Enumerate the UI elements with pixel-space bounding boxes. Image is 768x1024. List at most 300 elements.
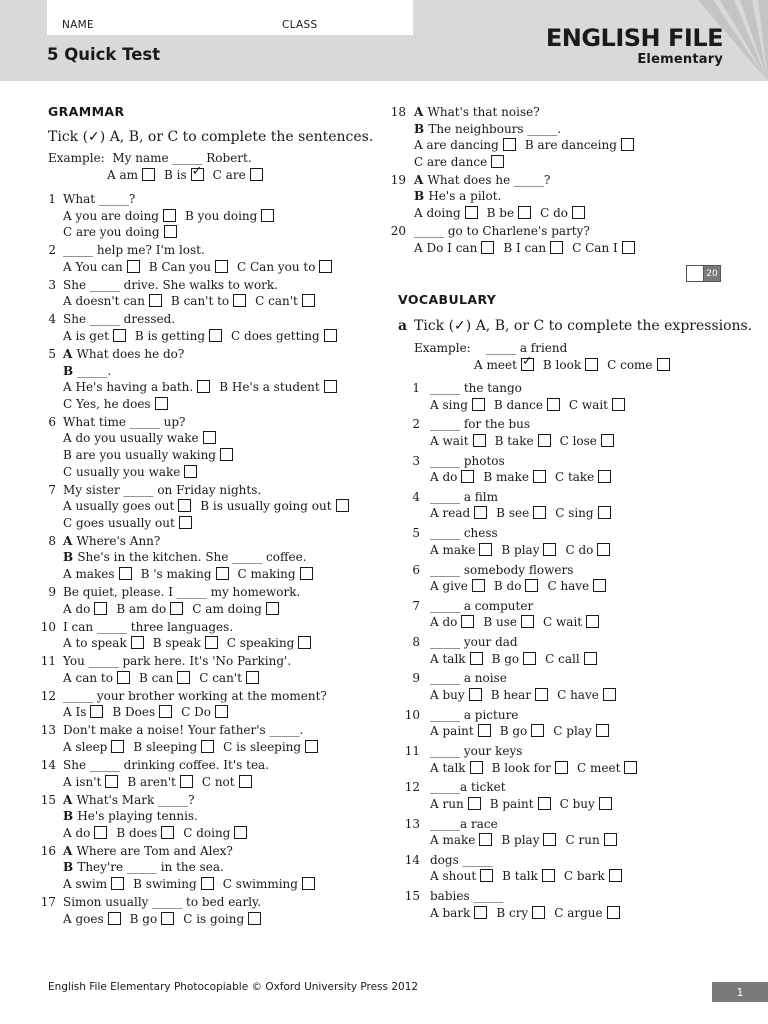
tick-box[interactable] (246, 671, 259, 684)
tick-box[interactable] (164, 225, 177, 238)
tick-box[interactable] (178, 499, 191, 512)
question-number: 5 (48, 347, 56, 361)
answer-option[interactable] (565, 543, 610, 557)
answer-option[interactable] (63, 431, 216, 445)
question-line: _____ help me? I'm lost. (63, 243, 205, 258)
answer-option[interactable] (63, 225, 177, 239)
tick-box[interactable] (302, 877, 315, 890)
tick-box[interactable] (131, 636, 144, 649)
answer-option[interactable] (63, 380, 210, 394)
tick-box[interactable] (533, 470, 546, 483)
tick-box[interactable] (585, 358, 598, 371)
answer-option[interactable] (192, 602, 279, 616)
tick-box[interactable] (261, 209, 274, 222)
option-text: Does (125, 705, 156, 720)
speaker-label: B (63, 809, 78, 824)
vocab-phrase: _____a race (430, 816, 498, 831)
answer-option[interactable] (543, 358, 598, 372)
tick-box[interactable] (531, 724, 544, 737)
answer-option[interactable] (554, 906, 619, 920)
answer-option[interactable] (607, 358, 669, 372)
tick-box[interactable] (523, 652, 536, 665)
options-row (63, 225, 186, 239)
answer-option[interactable] (112, 705, 172, 719)
answer-option[interactable] (183, 826, 247, 840)
answer-option[interactable] (141, 567, 229, 581)
tick-box[interactable] (465, 206, 478, 219)
answer-option[interactable] (63, 294, 162, 308)
tick-box[interactable] (177, 671, 190, 684)
answer-option[interactable] (63, 209, 176, 223)
answer-option[interactable] (219, 380, 337, 394)
option-text: Is (75, 705, 87, 720)
answer-option[interactable] (63, 636, 144, 650)
option-text: shout (442, 869, 477, 884)
tick-box[interactable] (491, 155, 504, 168)
tick-box[interactable] (239, 775, 252, 788)
answer-option[interactable] (547, 579, 606, 593)
answer-option[interactable] (63, 775, 118, 789)
option-letter: A (63, 294, 76, 309)
tick-box[interactable] (521, 615, 534, 628)
answer-option[interactable] (555, 506, 610, 520)
answer-option[interactable] (430, 833, 492, 847)
tick-box[interactable] (298, 636, 311, 649)
answer-option[interactable] (492, 652, 537, 666)
answer-option[interactable] (63, 260, 140, 274)
option-text: am do (129, 601, 167, 616)
answer-option[interactable] (557, 688, 616, 702)
tick-box[interactable] (215, 260, 228, 273)
tick-box[interactable] (191, 168, 204, 181)
tick-box[interactable] (149, 294, 162, 307)
answer-option[interactable] (555, 470, 611, 484)
tick-box[interactable] (480, 869, 493, 882)
tick-box[interactable] (586, 615, 599, 628)
answer-option[interactable] (133, 740, 214, 754)
tick-box[interactable] (142, 168, 155, 181)
tick-box[interactable] (324, 380, 337, 393)
answer-option[interactable] (560, 797, 612, 811)
tick-box[interactable] (209, 329, 222, 342)
answer-option[interactable] (430, 906, 487, 920)
answer-option[interactable] (430, 688, 482, 702)
tick-box[interactable] (479, 543, 492, 556)
option-text: you doing (197, 208, 258, 223)
answer-option[interactable] (525, 138, 634, 152)
option-letter: C (547, 579, 561, 593)
answer-option[interactable] (164, 168, 204, 182)
answer-option[interactable] (181, 705, 228, 719)
answer-option[interactable] (63, 912, 121, 926)
tick-box[interactable] (525, 579, 538, 592)
answer-option[interactable] (63, 329, 126, 343)
answer-option[interactable] (474, 358, 534, 372)
answer-option[interactable] (63, 602, 107, 616)
tick-box[interactable] (161, 826, 174, 839)
tick-box[interactable] (593, 579, 606, 592)
option-letter: C (545, 651, 559, 666)
option-text: can (151, 670, 174, 685)
question-line: What's that noise? (427, 105, 540, 119)
answer-option[interactable] (63, 705, 103, 719)
option-letter: A (63, 601, 76, 616)
options-row (63, 567, 322, 581)
option-text: am doing (205, 601, 262, 616)
option-text: run (442, 796, 464, 811)
speaker-label: B (63, 550, 78, 565)
option-text: He's a student (231, 380, 320, 395)
options-row (63, 329, 346, 343)
tick-box[interactable] (119, 567, 132, 580)
score-entry[interactable] (687, 266, 704, 281)
option-text: bark (442, 905, 471, 920)
tick-box[interactable] (532, 906, 545, 919)
option-text: Yes, he does (76, 396, 151, 411)
tick-box[interactable] (94, 826, 107, 839)
option-text: see (508, 506, 530, 521)
question-line: What time _____ up? (63, 414, 186, 429)
tick-box[interactable] (201, 877, 214, 890)
option-text: talk (442, 651, 466, 666)
option-text: doing (426, 206, 461, 220)
tick-box[interactable] (216, 567, 229, 580)
option-text: can't (268, 294, 298, 309)
option-letter: B (499, 724, 513, 739)
answer-option[interactable] (63, 567, 132, 581)
tick-box[interactable] (481, 241, 494, 254)
answer-option[interactable] (430, 652, 483, 666)
tick-box[interactable] (503, 138, 516, 151)
option-letter: C (555, 506, 569, 521)
answer-option[interactable] (500, 724, 545, 738)
answer-option[interactable] (116, 826, 174, 840)
tick-box[interactable] (248, 912, 261, 925)
speaker-label: B (63, 363, 78, 378)
option-letter: B (483, 470, 497, 485)
answer-option[interactable] (430, 724, 491, 738)
tick-box[interactable] (474, 506, 487, 519)
option-text: make (442, 833, 476, 848)
tick-box[interactable] (542, 869, 555, 882)
answer-option[interactable] (564, 869, 622, 883)
tick-box[interactable] (94, 602, 107, 615)
tick-box[interactable] (324, 329, 337, 342)
tick-box[interactable] (622, 241, 635, 254)
tick-box[interactable] (533, 506, 546, 519)
answer-option[interactable] (238, 567, 313, 581)
tick-box[interactable] (518, 206, 531, 219)
answer-option[interactable] (135, 329, 222, 343)
answer-option[interactable] (223, 877, 315, 891)
tick-box[interactable] (159, 705, 172, 718)
option-letter: A (63, 911, 76, 926)
tick-box[interactable] (601, 434, 614, 447)
tick-box[interactable] (472, 398, 485, 411)
tick-box[interactable] (336, 499, 349, 512)
tick-box[interactable] (155, 397, 168, 410)
answer-option[interactable] (430, 506, 487, 520)
answer-option[interactable] (63, 877, 124, 891)
answer-option[interactable] (430, 398, 485, 412)
tick-box[interactable] (127, 260, 140, 273)
option-letter: A (430, 433, 443, 448)
option-letter: B (542, 358, 556, 372)
option-text: wait (556, 615, 583, 630)
answer-option[interactable] (483, 470, 546, 484)
option-letter: B (134, 329, 148, 343)
option-text: Do (194, 705, 211, 720)
tick-box[interactable] (543, 833, 556, 846)
tick-box[interactable] (468, 797, 481, 810)
answer-option[interactable] (430, 470, 474, 484)
answer-option[interactable] (430, 615, 474, 629)
answer-option[interactable] (487, 206, 531, 220)
answer-option[interactable] (430, 797, 481, 811)
tick-box[interactable] (538, 797, 551, 810)
tick-box[interactable] (598, 506, 611, 519)
tick-box[interactable] (111, 740, 124, 753)
tick-box[interactable] (161, 912, 174, 925)
option-text: do (578, 542, 594, 557)
answer-option[interactable] (63, 448, 233, 462)
tick-box[interactable] (612, 398, 625, 411)
option-text: be (499, 206, 515, 220)
answer-option[interactable] (200, 499, 348, 513)
tick-box[interactable] (535, 688, 548, 701)
option-letter: B (116, 601, 130, 616)
tick-box[interactable] (302, 294, 315, 307)
answer-option[interactable] (569, 398, 625, 412)
answer-option[interactable] (565, 833, 616, 847)
tick-box[interactable] (305, 740, 318, 753)
grammar-score-box[interactable] (686, 265, 721, 282)
question-number: 4 (412, 489, 420, 504)
tick-box[interactable] (604, 833, 617, 846)
option-text: sleep (75, 740, 108, 754)
answer-option[interactable] (496, 506, 546, 520)
answer-option[interactable] (255, 294, 315, 308)
option-text: usually goes out (75, 499, 175, 514)
grammar-heading: GRAMMAR (48, 104, 125, 119)
answer-option[interactable] (107, 168, 155, 182)
answer-option[interactable] (223, 740, 318, 754)
answer-option[interactable] (553, 724, 608, 738)
tick-box[interactable] (184, 465, 197, 478)
answer-option[interactable] (430, 579, 485, 593)
tick-box[interactable] (170, 602, 183, 615)
answer-option[interactable] (63, 499, 191, 513)
answer-option[interactable] (63, 397, 168, 411)
answer-option[interactable] (494, 579, 539, 593)
tick-box[interactable] (111, 877, 124, 890)
answer-option[interactable] (63, 516, 192, 530)
answer-option[interactable] (213, 168, 263, 182)
question-text (63, 620, 233, 634)
question-number: 19 (390, 172, 406, 187)
answer-option[interactable] (430, 869, 493, 883)
question-text (63, 483, 261, 497)
tick-box[interactable] (657, 358, 670, 371)
option-text: to speak (75, 636, 127, 651)
answer-option[interactable] (63, 671, 130, 685)
options-row (430, 833, 626, 847)
option-letter: A (107, 168, 120, 182)
tick-box[interactable] (609, 869, 622, 882)
tick-box[interactable] (550, 241, 563, 254)
tick-box[interactable] (547, 398, 560, 411)
answer-option[interactable] (414, 206, 478, 220)
tick-box[interactable] (472, 579, 485, 592)
answer-option[interactable] (130, 912, 175, 926)
tick-box[interactable] (538, 434, 551, 447)
tick-box[interactable] (555, 761, 568, 774)
question-line: _____. (77, 363, 112, 378)
tick-box[interactable] (117, 671, 130, 684)
answer-option[interactable] (133, 877, 214, 891)
tick-box[interactable] (180, 775, 193, 788)
tick-box[interactable] (250, 168, 263, 181)
tick-box[interactable] (624, 761, 637, 774)
answer-option[interactable] (501, 543, 556, 557)
answer-option[interactable] (63, 826, 107, 840)
vocab-phrase: babies _____ (430, 889, 504, 904)
tick-box[interactable] (113, 329, 126, 342)
answer-option[interactable] (483, 615, 534, 629)
answer-option[interactable] (491, 688, 548, 702)
tick-box[interactable] (479, 833, 492, 846)
option-letter: B (491, 651, 505, 666)
answer-option[interactable] (183, 912, 261, 926)
option-letter: B (152, 636, 166, 651)
answer-option[interactable] (414, 241, 494, 255)
answer-option[interactable] (116, 602, 183, 616)
answer-option[interactable] (503, 241, 563, 255)
tick-box[interactable] (266, 602, 279, 615)
question-text (414, 122, 561, 136)
option-text: have (570, 687, 599, 702)
answer-option[interactable] (231, 329, 337, 343)
option-letter: B (140, 567, 154, 581)
tick-box[interactable] (205, 636, 218, 649)
tick-box[interactable] (543, 543, 556, 556)
tick-box[interactable] (621, 138, 634, 151)
tick-box[interactable] (319, 260, 332, 273)
tick-box[interactable] (521, 358, 534, 371)
answer-option[interactable] (543, 615, 599, 629)
answer-option[interactable] (237, 260, 332, 274)
option-text: You can (75, 259, 123, 274)
tick-box[interactable] (300, 567, 313, 580)
answer-option[interactable] (414, 138, 516, 152)
answer-option[interactable] (430, 543, 492, 557)
option-text: have (560, 579, 590, 593)
option-letter: A (430, 542, 443, 557)
answer-option[interactable] (501, 833, 556, 847)
tick-box[interactable] (478, 724, 491, 737)
answer-option[interactable] (202, 775, 252, 789)
tick-box[interactable] (596, 724, 609, 737)
option-text: are you doing (76, 225, 160, 240)
tick-box[interactable] (220, 448, 233, 461)
tick-box[interactable] (163, 209, 176, 222)
answer-option[interactable] (490, 797, 551, 811)
answer-option[interactable] (139, 671, 190, 685)
tick-box[interactable] (108, 912, 121, 925)
tick-box[interactable] (105, 775, 118, 788)
speaker-label: B (414, 189, 429, 204)
tick-box[interactable] (203, 431, 216, 444)
answer-option[interactable] (414, 155, 504, 169)
tick-box[interactable] (598, 470, 611, 483)
tick-box[interactable] (461, 470, 474, 483)
tick-box[interactable] (470, 652, 483, 665)
tick-box[interactable] (469, 688, 482, 701)
tick-box[interactable] (233, 294, 246, 307)
answer-option[interactable] (127, 775, 192, 789)
option-letter: B (133, 740, 147, 754)
answer-option[interactable] (227, 636, 312, 650)
tick-box[interactable] (584, 652, 597, 665)
tick-box[interactable] (215, 705, 228, 718)
answer-option[interactable] (63, 740, 124, 754)
answer-option[interactable] (149, 260, 228, 274)
answer-option[interactable] (153, 636, 218, 650)
option-letter: C (222, 877, 236, 891)
answer-option[interactable] (492, 761, 568, 775)
tick-box[interactable] (603, 688, 616, 701)
tick-box[interactable] (201, 740, 214, 753)
option-letter: C (183, 911, 197, 926)
answer-option[interactable] (494, 398, 560, 412)
answer-option[interactable] (545, 652, 597, 666)
tick-box[interactable] (607, 906, 620, 919)
options-row (430, 869, 631, 883)
tick-box[interactable] (179, 516, 192, 529)
tick-box[interactable] (234, 826, 247, 839)
answer-option[interactable] (63, 465, 197, 479)
question-text (63, 793, 195, 807)
tick-box[interactable] (197, 380, 210, 393)
answer-option[interactable] (171, 294, 246, 308)
answer-option[interactable] (577, 761, 637, 775)
answer-option[interactable] (430, 434, 486, 448)
tick-box[interactable] (473, 434, 486, 447)
options-row (430, 398, 634, 412)
answer-option[interactable] (199, 671, 259, 685)
tick-box[interactable] (474, 906, 487, 919)
tick-box[interactable] (90, 705, 103, 718)
option-letter: C (543, 615, 557, 630)
answer-option[interactable] (185, 209, 274, 223)
question-line: What's Mark _____? (76, 792, 195, 807)
option-text: buy (572, 796, 595, 811)
tick-box[interactable] (461, 615, 474, 628)
tick-box[interactable] (599, 797, 612, 810)
answer-option[interactable] (496, 906, 545, 920)
option-text: is (176, 168, 187, 182)
tick-box[interactable] (470, 761, 483, 774)
tick-box[interactable] (597, 543, 610, 556)
answer-option[interactable] (495, 434, 551, 448)
answer-option[interactable] (540, 206, 585, 220)
question-text (63, 550, 307, 564)
answer-option[interactable] (430, 761, 483, 775)
answer-option[interactable] (502, 869, 555, 883)
answer-option[interactable] (572, 241, 635, 255)
answer-option[interactable] (560, 434, 614, 448)
tick-box[interactable] (572, 206, 585, 219)
